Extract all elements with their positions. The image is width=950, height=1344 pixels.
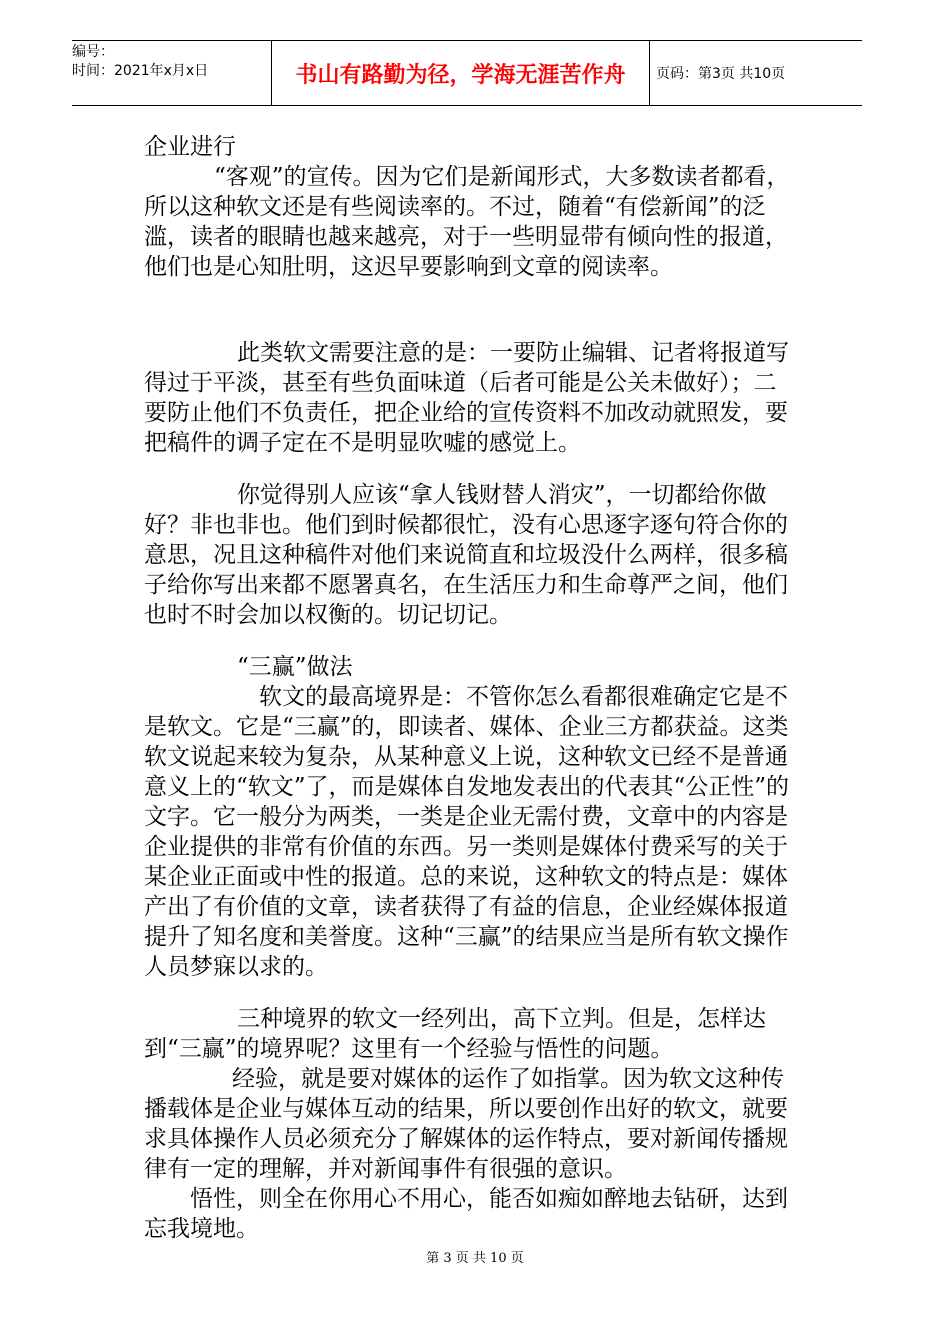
header-page-info: 页码：第3页 共10页 xyxy=(656,66,786,82)
paragraph: 此类软文需要注意的是：一要防止编辑、记者将报道写得过于平淡，甚至有些负面味道（后者可能是公关未做好）；二要防止他们不负责任，把企业给的宣传资料不加改动就照发，要把稿件的调子定在不是明显吹嘘的感觉上。 xyxy=(144,340,789,456)
document-time-label: 时间：2021年x月x日 xyxy=(72,63,209,79)
paragraph: 悟性，则全在你用心不用心，能否如痴如醉地去钻研，达到忘我境地。 xyxy=(144,1186,788,1242)
header-meta xyxy=(72,41,272,105)
paragraph: 企业进行 xyxy=(144,134,236,160)
header-motto: 书山有路勤为径，学海无涯苦作舟 xyxy=(272,41,650,105)
paragraph: 你觉得别人应该“拿人钱财替人消灾”，一切都给你做好？非也非也。他们到时候都很忙，没有心思逐字逐句符合你的意思，况且这种稿件对他们来说简直和垃圾没什么两样，很多稿子给你写出来都不愿署真名，在生活压力和生命尊严之间，他们也时不时会加以权衡的。切记切记。 xyxy=(144,482,788,628)
paragraph: 软文的最高境界是：不管你怎么看都很难确定它是不是软文。它是“三赢”的，即读者、媒体、企业三方都获益。这类软文说起来较为复杂，从某种意义上说，这种软文已经不是普通意义上的“软文”了，而是媒体自发地发表出的代表其“公正性”的文字。它一般分为两类，一类是企业无需付费，文章中的内容是企业提供的非常有价值的东西。另一类则是媒体付费采写的关于某企业正面或中性的报道。总的来说，这种软文的特点是：媒体产出了有价值的文章，读者获得了有益的信息，企业经媒体报道提升了知名度和美誉度。这种“三赢”的结果应当是所有软文操作人员梦寐以求的。 xyxy=(144,684,790,980)
paragraph: 三种境界的软文一经列出，高下立判。但是，怎样达到“三赢”的境界呢？这里有一个经验与悟性的问题。 xyxy=(144,1006,766,1062)
page-footer: 第 3 页 共 10 页 xyxy=(426,1251,524,1266)
document-number-label: 编号： xyxy=(72,44,114,60)
paragraph: “客观”的宣传。因为它们是新闻形式，大多数读者都看，所以这种软文还是有些阅读率的。不过，随着“有偿新闻”的泛滥，读者的眼睛也越来越亮，对于一些明显带有倾向性的报道，他们也是心知肚明，这迟早要影响到文章的阅读率。 xyxy=(144,164,790,280)
document-body xyxy=(144,132,794,1244)
page-header xyxy=(72,40,862,106)
paragraph: 经验，就是要对媒体的运作了如指掌。因为软文这种传播载体是企业与媒体互动的结果，所以要创作出好的软文，就要求具体操作人员必须充分了解媒体的运作特点，要对新闻传播规律有一定的理解，并对新闻事件有很强的意识。 xyxy=(144,1066,788,1182)
section-heading: “三赢”做法 xyxy=(237,654,353,680)
